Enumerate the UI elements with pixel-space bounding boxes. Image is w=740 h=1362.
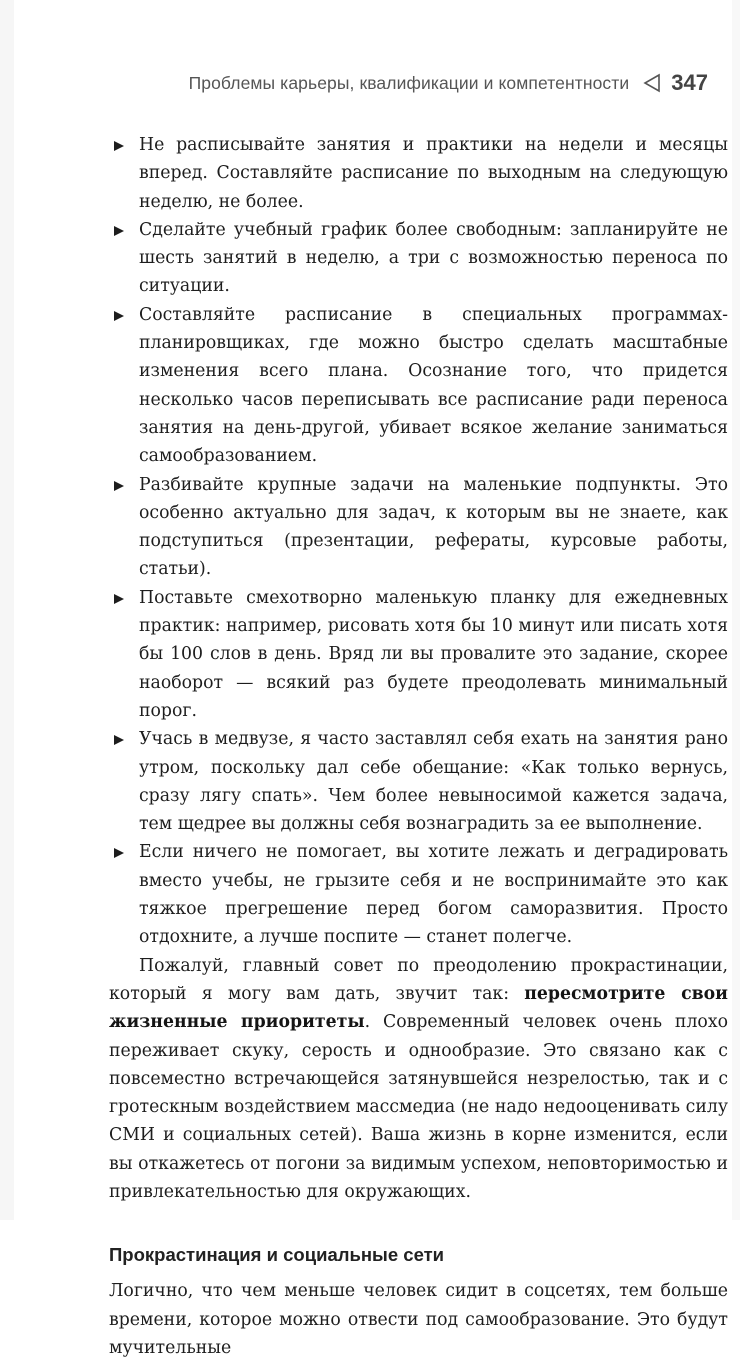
list-item [109, 584, 728, 725]
list-item [109, 838, 728, 951]
advice-paragraph [109, 952, 728, 1207]
list-item [109, 216, 728, 301]
advice-list [109, 131, 728, 952]
page-number: 347 [671, 70, 708, 95]
page-body [109, 131, 728, 1362]
running-header [189, 70, 708, 96]
triangle-bullet-icon [114, 594, 124, 604]
triangle-bullet-icon [114, 226, 124, 236]
list-item [109, 471, 728, 584]
list-item-text: Не расписывайте занятия и практики на недели и месяцы вперед. Составляйте расписание по выходным на следующую неделю, не более. [139, 135, 728, 212]
list-item [109, 725, 728, 838]
list-item-text: Сделайте учебный график более свободным: запланируйте не шесть занятий в неделю, а три с возможностью переноса по ситуации. [139, 219, 728, 297]
triangle-bullet-icon [114, 735, 124, 745]
advice-rest: . Современный человек очень плохо переживает скуку, серость и однообразие. Это связано как с повсеместно встречающейся затянувшейся незрелостью, так и с гротескным воздействием массмедиа (не надо недооценивать силу СМИ и социальных сетей). Ваша жизнь в корне изменится, если вы откажетесь от погони за видимым успехом, неповторимостью и привлекательностью для окружающих. [109, 1012, 728, 1202]
triangle-bullet-icon [114, 141, 124, 151]
list-item-text: Разбивайте крупные задачи на маленькие подпункты. Это особенно актуально для задач, к которым вы не знаете, как подступиться (презентации, рефераты, курсовые работы, статьи). [139, 474, 728, 580]
list-item-text: Если ничего не помогает, вы хотите лежать и деградировать вместо учебы, не грызите себя и не воспринимайте это как тяжкое прегрешение перед богом саморазвития. Просто отдохните, а лучше поспите — станет полегче. [139, 842, 728, 948]
list-item [109, 131, 728, 216]
section-heading: Прокрастинация и социальные сети [109, 1244, 445, 1266]
list-item-text: Составляйте расписание в специальных программах-планировщиках, где можно быстро сделать масштабные изменения всего плана. Осознание того, что придется несколько часов переписывать все расписание ради переноса занятия на день-другой, убивает всякое желание заниматься самообразованием. [139, 304, 728, 467]
left-triangle-icon [643, 73, 661, 93]
triangle-bullet-icon [114, 848, 124, 858]
list-item [109, 301, 728, 471]
advice-lead: Пожалуй, главный совет по преодолению прокрастинации, который я могу вам дать, звучит так: [109, 955, 728, 1004]
triangle-bullet-icon [114, 311, 124, 321]
list-item-text: Поставьте смехотворно маленькую планку для ежедневных практик: например, рисовать хотя бы 10 минут или писать хотя бы 100 слов в день. Вряд ли вы провалите это задание, скорее наоборот — всякий раз будете преодолевать минимальный порог. [139, 587, 728, 721]
section-paragraph: Логично, что чем меньше человек сидит в соцсетях, тем больше времени, которое можно отвести под самообразование. Это будут мучительные [109, 1281, 728, 1358]
triangle-bullet-icon [114, 481, 124, 491]
advice-emphasis: пересмотрите свои жизненные приоритеты [109, 983, 729, 1033]
list-item-text: Учась в медвузе, я часто заставлял себя ехать на занятия рано утром, поскольку дал себе обещание: «Как только вернусь, сразу лягу спать». Чем более невыносимой кажется задача, тем щедрее вы должны себя вознаградить за ее выполнение. [139, 729, 728, 835]
page-edge-left [0, 0, 14, 1220]
running-title: Проблемы карьеры, квалификации и компетентности [188, 72, 630, 93]
page-edge-right [732, 0, 740, 1220]
